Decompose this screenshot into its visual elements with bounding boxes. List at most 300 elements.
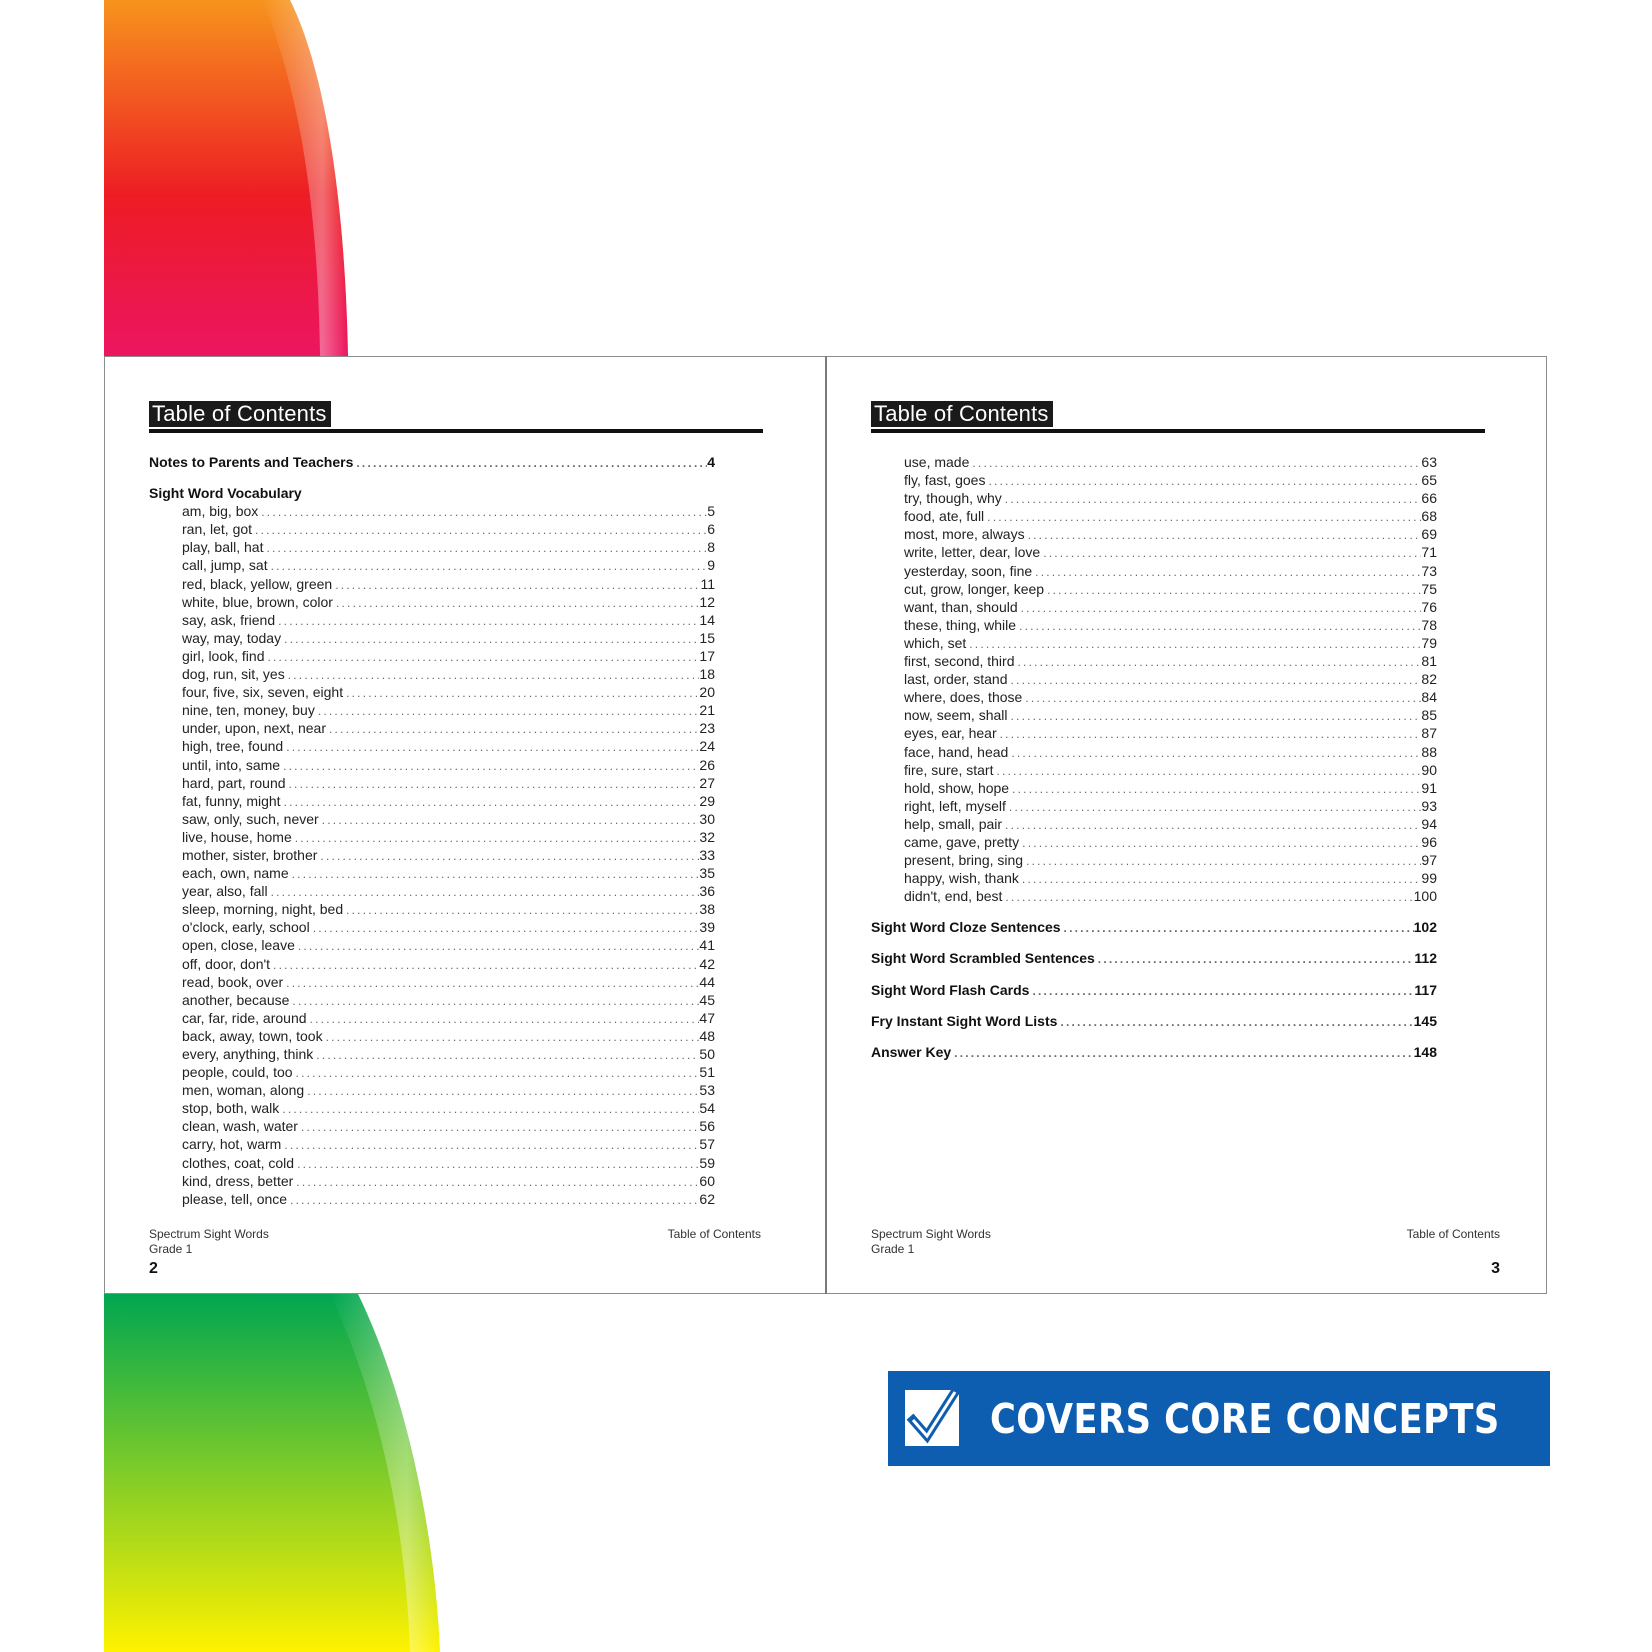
toc-entry-label: each, own, name	[182, 865, 289, 882]
toc-entry-label: where, does, those	[904, 689, 1023, 706]
toc-entry-page: 102	[1413, 919, 1437, 936]
toc-entry	[871, 598, 1437, 616]
toc-entry-page: 12	[699, 593, 715, 610]
toc-dot-leader	[268, 883, 700, 901]
page-number: 2	[149, 1260, 158, 1277]
toc-entry	[871, 887, 1437, 905]
toc-entry-label: sleep, morning, night, bed	[182, 901, 344, 918]
checkmark-icon	[905, 1390, 959, 1446]
toc-entry-page: 38	[699, 901, 715, 918]
toc-entry-label: help, small, pair	[904, 815, 1003, 832]
covers-core-concepts-banner	[888, 1371, 1550, 1466]
toc-entry	[149, 864, 715, 882]
toc-entry-page: 51	[699, 1064, 715, 1081]
toc-entry-label: clothes, coat, cold	[182, 1154, 295, 1171]
toc-entry-label: mother, sister, brother	[182, 846, 318, 863]
toc-entry-label: please, tell, once	[182, 1190, 288, 1207]
toc-entry-page: 63	[1421, 454, 1437, 470]
toc-entry	[871, 743, 1437, 761]
toc-entry	[871, 616, 1437, 634]
footer-section-name: Table of Contents	[1406, 1227, 1500, 1241]
toc-dot-leader	[1040, 544, 1421, 562]
toc-entry-label: until, into, same	[182, 756, 281, 773]
toc-entry	[149, 737, 715, 755]
toc-entry-label: hard, part, round	[182, 774, 286, 791]
toc-entry	[149, 973, 715, 991]
toc-entry-label: way, may, today	[182, 629, 282, 646]
toc-dot-leader	[1002, 888, 1413, 906]
toc-list	[871, 453, 1437, 1061]
toc-entry-page: 36	[699, 883, 715, 900]
toc-entry-page: 20	[699, 684, 715, 701]
toc-entry-page: 23	[699, 720, 715, 737]
toc-entry-label: last, order, stand	[904, 671, 1008, 688]
toc-dot-leader	[333, 594, 699, 612]
toc-dot-leader	[1015, 653, 1422, 671]
toc-section-heading	[149, 484, 715, 502]
toc-entry-label: Sight Word Scrambled Sentences	[871, 950, 1095, 967]
toc-entry-label: want, than, should	[904, 598, 1018, 615]
toc-entry	[871, 851, 1437, 869]
toc-dot-leader	[966, 635, 1421, 653]
toc-entry	[149, 991, 715, 1009]
toc-entry	[149, 701, 715, 719]
toc-entry-page: 112	[1414, 950, 1437, 967]
toc-entry-label: white, blue, brown, color	[182, 593, 333, 610]
toc-entry-page: 71	[1421, 544, 1437, 561]
toc-entry-label: saw, only, such, never	[182, 810, 319, 827]
toc-entry-label: play, ball, hat	[182, 539, 264, 556]
toc-entry-page: 24	[699, 738, 715, 755]
toc-entry-label: clean, wash, water	[182, 1118, 298, 1135]
toc-entry-page: 68	[1421, 508, 1437, 525]
toc-dot-leader	[285, 666, 700, 684]
toc-entry-page: 91	[1421, 779, 1437, 796]
toc-entry-label: year, also, fall	[182, 883, 268, 900]
toc-dot-leader	[263, 539, 707, 557]
toc-entry-label: girl, look, find	[182, 647, 265, 664]
toc-dot-leader	[1016, 617, 1421, 635]
toc-dot-leader	[315, 702, 700, 720]
toc-entry-label: ran, let, got	[182, 521, 253, 538]
toc-entry-page: 14	[699, 611, 715, 628]
toc-entry	[149, 1063, 715, 1081]
toc-entry-label: am, big, box	[182, 503, 259, 520]
toc-entry	[871, 670, 1437, 688]
toc-entry	[871, 688, 1437, 706]
toc-entry	[149, 629, 715, 647]
toc-dot-leader	[1019, 834, 1421, 852]
toc-dot-leader	[310, 919, 700, 937]
toc-dot-leader	[1029, 982, 1414, 1000]
toc-dot-leader	[293, 1173, 699, 1191]
toc-dot-leader	[1044, 581, 1421, 599]
toc-entry-page: 17	[699, 647, 715, 664]
toc-dot-leader	[1023, 852, 1421, 870]
toc-dot-leader	[1008, 744, 1421, 762]
toc-entry	[149, 900, 715, 918]
toc-entry-label: o'clock, early, school	[182, 919, 310, 936]
toc-dot-leader	[281, 1136, 699, 1154]
toc-entry-label: face, hand, head	[904, 743, 1009, 760]
toc-entry-page: 56	[699, 1118, 715, 1135]
toc-entry	[149, 556, 715, 574]
toc-dot-leader	[283, 974, 699, 992]
toc-entry-label: hold, show, hope	[904, 779, 1010, 796]
toc-heading: Table of Contents	[149, 401, 331, 427]
toc-entry	[871, 949, 1437, 967]
toc-entry-page: 6	[707, 521, 715, 538]
toc-entry-label: say, ask, friend	[182, 611, 276, 628]
toc-entry-page: 85	[1421, 707, 1437, 724]
toc-entry	[149, 1154, 715, 1172]
toc-page-right	[826, 356, 1547, 1294]
toc-dot-leader	[295, 937, 700, 955]
toc-entry-label: now, seem, shall	[904, 707, 1008, 724]
toc-dot-leader	[279, 1100, 699, 1118]
toc-entry	[871, 724, 1437, 742]
toc-entry-page: 4	[707, 454, 715, 470]
toc-dot-leader	[323, 1028, 700, 1046]
toc-entry-label: came, gave, pretty	[904, 833, 1020, 850]
toc-entry	[149, 846, 715, 864]
toc-entry-page: 79	[1421, 634, 1437, 651]
toc-dot-leader	[1008, 671, 1422, 689]
toc-entry-page: 30	[699, 810, 715, 827]
toc-dot-leader	[1095, 950, 1415, 968]
toc-dot-leader	[281, 793, 700, 811]
toc-entry	[149, 575, 715, 593]
toc-entry	[149, 502, 715, 520]
toc-dot-leader	[287, 1191, 699, 1209]
toc-entry	[149, 647, 715, 665]
toc-entry-page: 15	[699, 629, 715, 646]
toc-dot-leader	[1009, 780, 1421, 798]
toc-entry	[149, 1081, 715, 1099]
toc-entry-page: 88	[1421, 743, 1437, 760]
toc-entry	[149, 918, 715, 936]
toc-entry-page: 9	[707, 557, 715, 574]
toc-dot-leader	[313, 1046, 699, 1064]
toc-dot-leader	[1025, 526, 1422, 544]
toc-entry-label: Sight Word Cloze Sentences	[871, 919, 1061, 936]
toc-dot-leader	[1019, 870, 1422, 888]
toc-entry-page: 145	[1413, 1012, 1437, 1029]
toc-dot-leader	[289, 992, 699, 1010]
toc-entry	[149, 774, 715, 792]
toc-dot-leader	[993, 762, 1421, 780]
toc-entry-page: 100	[1413, 888, 1437, 905]
toc-entry-page: 69	[1421, 526, 1437, 543]
toc-dot-leader	[969, 454, 1421, 472]
toc-entry-page: 21	[699, 702, 715, 719]
toc-entry-page: 8	[707, 539, 715, 556]
toc-entry-page: 53	[699, 1082, 715, 1099]
toc-dot-leader	[307, 1010, 700, 1028]
toc-dot-leader	[1006, 798, 1422, 816]
toc-entry	[149, 611, 715, 629]
toc-dot-leader	[1057, 1013, 1413, 1031]
toc-entry-label: people, could, too	[182, 1064, 293, 1081]
toc-heading-rule	[871, 429, 1485, 433]
toc-entry-label: fat, funny, might	[182, 792, 281, 809]
footer-section-name: Table of Contents	[667, 1227, 761, 1241]
toc-entry-label: first, second, third	[904, 653, 1015, 670]
toc-entry-label: stop, both, walk	[182, 1100, 280, 1117]
toc-entry-page: 18	[699, 666, 715, 683]
toc-entry-label: high, tree, found	[182, 738, 284, 755]
toc-entry	[871, 706, 1437, 724]
toc-entry-label: every, anything, think	[182, 1046, 314, 1062]
toc-entry-page: 75	[1421, 580, 1437, 597]
toc-entry-page: 76	[1421, 598, 1437, 615]
toc-entry	[871, 543, 1437, 561]
toc-dot-leader	[270, 956, 699, 974]
toc-list	[149, 453, 715, 1208]
toc-dot-leader	[286, 775, 700, 793]
toc-entry-page: 117	[1414, 981, 1437, 998]
toc-entry-label: fire, sure, start	[904, 761, 994, 778]
toc-dot-leader	[1002, 816, 1421, 834]
toc-entry	[871, 815, 1437, 833]
toc-entry-label: live, house, home	[182, 828, 292, 845]
toc-entry	[871, 562, 1437, 580]
toc-dot-leader	[1008, 707, 1422, 725]
toc-entry-label: car, far, ride, around	[182, 1009, 307, 1026]
toc-entry	[871, 779, 1437, 797]
toc-dot-leader	[289, 865, 700, 883]
toc-entry-page: 82	[1421, 671, 1437, 688]
toc-entry-label: Fry Instant Sight Word Lists	[871, 1012, 1058, 1029]
toc-entry-label: carry, hot, warm	[182, 1136, 282, 1153]
toc-entry-page: 94	[1421, 815, 1437, 832]
toc-entry-page: 47	[699, 1009, 715, 1026]
toc-entry-label: nine, ten, money, buy	[182, 702, 315, 719]
toc-entry-page: 32	[699, 828, 715, 845]
footer-grade: Grade 1	[871, 1242, 915, 1256]
toc-entry-page: 50	[699, 1046, 715, 1062]
toc-entry-label: use, made	[904, 454, 970, 470]
toc-entry	[149, 955, 715, 973]
toc-dot-leader	[294, 1155, 699, 1173]
toc-entry-page: 97	[1421, 852, 1437, 869]
toc-entry	[871, 507, 1437, 525]
toc-entry-label: write, letter, dear, love	[904, 544, 1041, 561]
toc-entry	[149, 1027, 715, 1045]
toc-entry	[149, 1135, 715, 1153]
toc-entry-page: 78	[1421, 616, 1437, 633]
toc-entry	[149, 1172, 715, 1190]
toc-entry	[871, 981, 1437, 999]
toc-entry-page: 62	[699, 1190, 715, 1207]
toc-entry-label: happy, wish, thank	[904, 870, 1019, 887]
toc-entry	[871, 1043, 1437, 1061]
toc-entry-label: open, close, leave	[182, 937, 295, 954]
toc-entry-label: back, away, town, took	[182, 1027, 323, 1044]
toc-dot-leader	[281, 630, 699, 648]
toc-entry-page: 66	[1421, 490, 1437, 507]
toc-entry	[871, 453, 1437, 471]
toc-dot-leader	[293, 1064, 700, 1082]
toc-entry-page: 73	[1421, 562, 1437, 579]
toc-entry	[871, 869, 1437, 887]
toc-entry-label: right, left, myself	[904, 797, 1006, 814]
toc-entry	[871, 761, 1437, 779]
toc-entry	[871, 634, 1437, 652]
toc-dot-leader	[326, 720, 699, 738]
toc-dot-leader	[332, 576, 700, 594]
toc-entry-page: 65	[1421, 472, 1437, 489]
toc-dot-leader	[1061, 919, 1414, 937]
toc-entry	[149, 828, 715, 846]
toc-dot-leader	[951, 1044, 1413, 1062]
toc-dot-leader	[1032, 563, 1421, 581]
toc-entry-label: kind, dress, better	[182, 1172, 294, 1189]
toc-dot-leader	[319, 811, 700, 829]
toc-dot-leader	[343, 901, 699, 919]
toc-heading-rule	[149, 429, 763, 433]
toc-entry-label: didn't, end, best	[904, 888, 1003, 905]
toc-entry-label: Answer Key	[871, 1043, 952, 1060]
toc-entry	[149, 1190, 715, 1208]
toc-entry-page: 84	[1421, 689, 1437, 706]
toc-entry	[149, 593, 715, 611]
toc-entry	[149, 520, 715, 538]
toc-entry	[149, 1045, 715, 1063]
toc-entry-page: 27	[699, 774, 715, 791]
toc-entry	[149, 936, 715, 954]
toc-entry	[871, 918, 1437, 936]
toc-entry-label: another, because	[182, 991, 290, 1008]
toc-entry-label: dog, run, sit, yes	[182, 666, 285, 683]
toc-entry	[149, 453, 715, 471]
toc-entry	[149, 882, 715, 900]
toc-entry	[149, 810, 715, 828]
toc-entry-label: four, five, six, seven, eight	[182, 684, 344, 701]
toc-dot-leader	[1002, 490, 1422, 508]
page-number: 3	[1491, 1260, 1500, 1277]
toc-entry	[871, 797, 1437, 815]
toc-dot-leader	[304, 1082, 699, 1100]
toc-entry-page: 99	[1421, 870, 1437, 887]
toc-dot-leader	[317, 847, 699, 865]
toc-entry	[149, 756, 715, 774]
toc-entry	[149, 719, 715, 737]
toc-entry	[149, 538, 715, 556]
toc-dot-leader	[984, 508, 1421, 526]
toc-dot-leader	[1018, 599, 1422, 617]
toc-entry-page: 148	[1413, 1043, 1437, 1060]
toc-dot-leader	[268, 557, 708, 575]
toc-dot-leader	[258, 503, 707, 521]
toc-entry	[149, 683, 715, 701]
toc-page-left	[104, 356, 825, 1294]
toc-entry	[871, 525, 1437, 543]
book-spine	[825, 356, 827, 1294]
toc-dot-leader	[1022, 689, 1421, 707]
toc-entry-label: these, thing, while	[904, 616, 1017, 633]
toc-entry-page: 87	[1421, 725, 1437, 742]
toc-entry-page: 33	[699, 846, 715, 863]
footer-book-title: Spectrum Sight Words	[149, 1227, 269, 1241]
toc-entry-label: Sight Word Flash Cards	[871, 981, 1030, 998]
toc-entry-label: men, woman, along	[182, 1082, 305, 1099]
toc-entry	[871, 471, 1437, 489]
toc-dot-leader	[292, 829, 700, 847]
toc-dot-leader	[275, 612, 699, 630]
toc-dot-leader	[283, 738, 699, 756]
toc-dot-leader	[985, 472, 1421, 490]
toc-entry-page: 59	[699, 1154, 715, 1171]
toc-entry-page: 57	[699, 1136, 715, 1153]
toc-entry-label: which, set	[904, 634, 967, 651]
toc-entry-page: 44	[699, 973, 715, 990]
toc-entry-page: 29	[699, 792, 715, 809]
footer-book-title: Spectrum Sight Words	[871, 1227, 991, 1241]
toc-entry-page: 11	[700, 575, 715, 592]
toc-entry-page: 54	[699, 1100, 715, 1117]
toc-entry	[149, 1117, 715, 1135]
toc-entry	[871, 652, 1437, 670]
toc-entry	[871, 1012, 1437, 1030]
toc-entry-page: 60	[699, 1172, 715, 1189]
toc-entry	[149, 1099, 715, 1117]
toc-entry-page: 39	[699, 919, 715, 936]
toc-entry-label: yesterday, soon, fine	[904, 562, 1033, 579]
toc-entry-label: food, ate, full	[904, 508, 985, 525]
toc-dot-leader	[264, 648, 699, 666]
toc-entry-label: cut, grow, longer, keep	[904, 580, 1045, 597]
toc-entry-page: 90	[1421, 761, 1437, 778]
toc-entry-label: Notes to Parents and Teachers	[149, 454, 354, 470]
toc-dot-leader	[343, 684, 699, 702]
toc-entry	[149, 792, 715, 810]
toc-entry-label: red, black, yellow, green	[182, 575, 333, 592]
toc-entry-label: present, bring, sing	[904, 852, 1024, 869]
toc-entry-label: try, though, why	[904, 490, 1002, 507]
toc-entry-label: eyes, ear, hear	[904, 725, 997, 742]
toc-entry	[149, 665, 715, 683]
toc-entry-page: 5	[707, 503, 715, 520]
toc-entry-label: off, door, don't	[182, 955, 271, 972]
toc-heading: Table of Contents	[871, 401, 1053, 427]
toc-entry-page: 42	[699, 955, 715, 972]
toc-entry	[871, 580, 1437, 598]
toc-entry-page: 48	[699, 1027, 715, 1044]
toc-entry-label: most, more, always	[904, 526, 1025, 543]
toc-entry	[149, 1009, 715, 1027]
toc-dot-leader	[298, 1118, 699, 1136]
toc-entry-label: fly, fast, goes	[904, 472, 986, 489]
toc-dot-leader	[353, 454, 707, 472]
toc-entry	[871, 489, 1437, 507]
toc-entry-page: 45	[699, 991, 715, 1008]
footer-grade: Grade 1	[149, 1242, 193, 1256]
toc-entry-page: 41	[699, 937, 715, 954]
toc-entry-label: read, book, over	[182, 973, 284, 990]
toc-dot-leader	[997, 725, 1422, 743]
toc-entry-page: 93	[1421, 797, 1437, 814]
toc-entry-label: Sight Word Vocabulary	[149, 485, 302, 502]
toc-entry-page: 26	[699, 756, 715, 773]
toc-entry-page: 81	[1421, 653, 1437, 670]
toc-entry-label: under, upon, next, near	[182, 720, 326, 737]
toc-entry	[871, 833, 1437, 851]
toc-entry-page: 96	[1421, 833, 1437, 850]
banner-text: COVERS CORE CONCEPTS	[990, 1395, 1500, 1443]
toc-entry-page: 35	[699, 865, 715, 882]
toc-dot-leader	[280, 757, 699, 775]
